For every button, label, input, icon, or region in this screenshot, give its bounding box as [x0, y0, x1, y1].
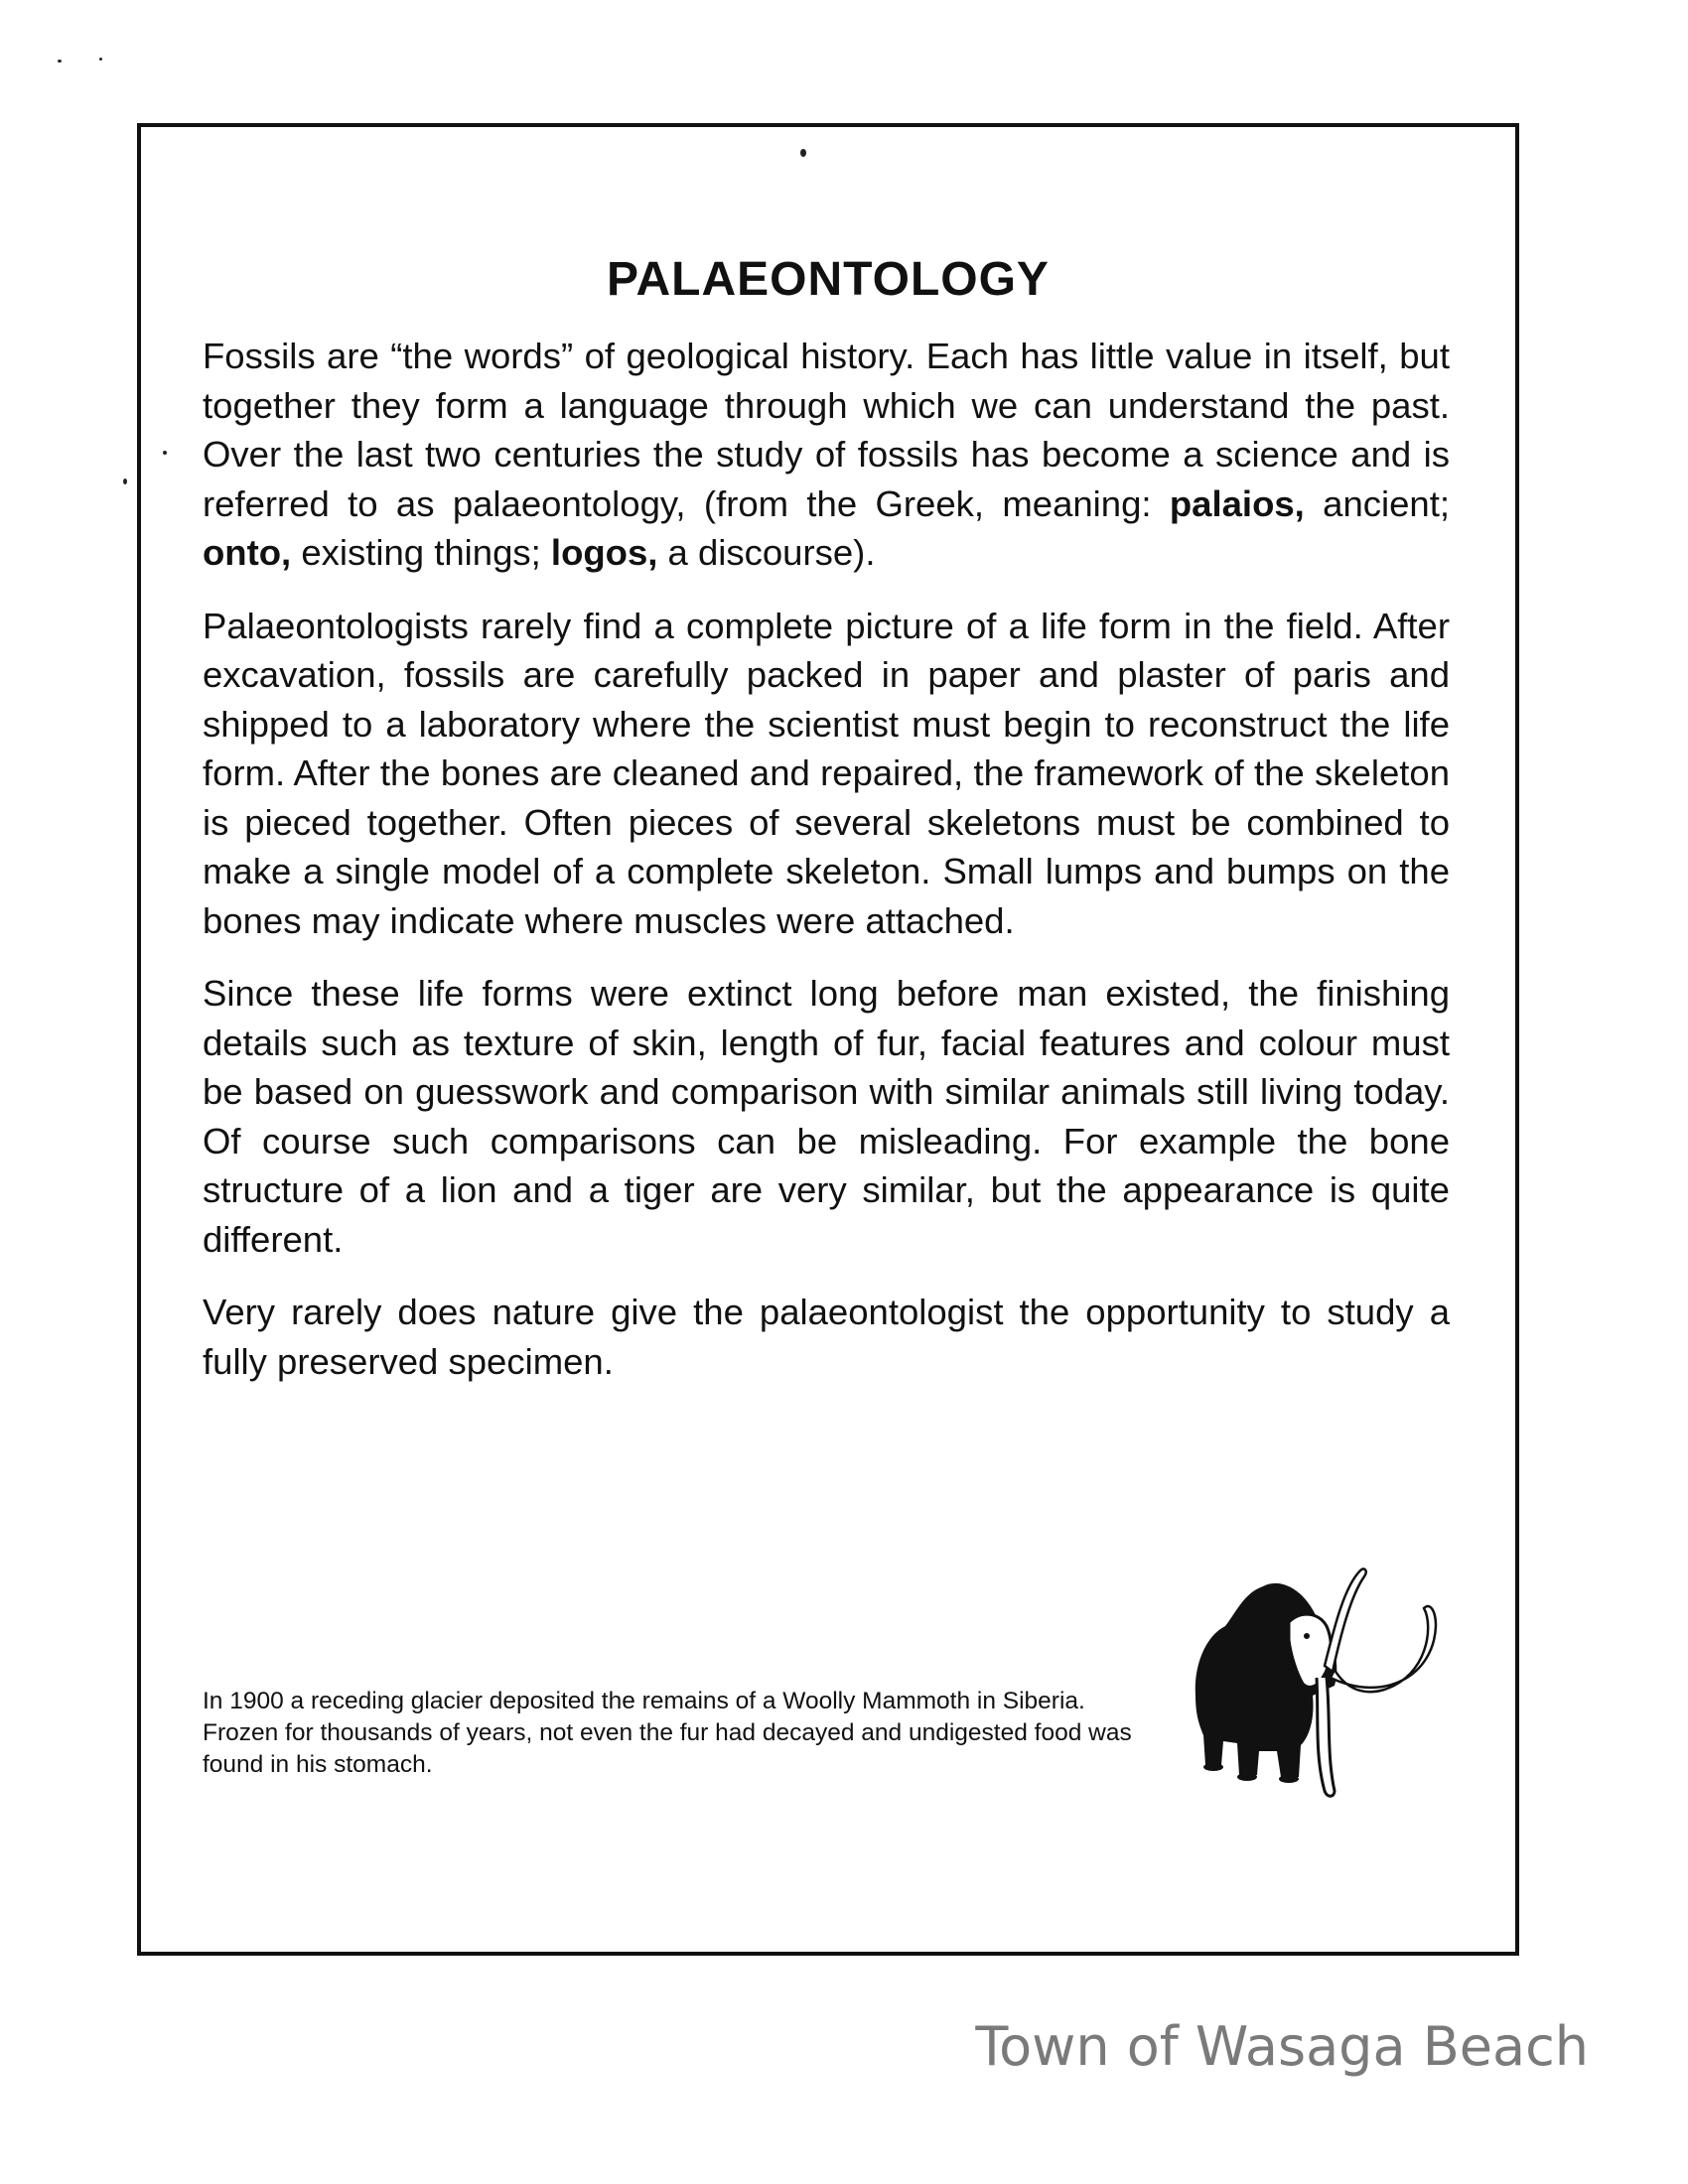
scan-speck — [99, 58, 102, 61]
paragraph-1-text-c: existing things; — [291, 532, 551, 573]
term-logos: logos, — [550, 532, 658, 573]
paragraph-2: Palaeontologists rarely find a complete picture of a life form in the field. After excavation, fossils are carefully packed in paper and plaster of paris and shipped to a laboratory where the scientist must begin to reconstruct the life form. After the bones are cleaned and repaired, the framework of the skeleton is pieced together. Often pieces of several skeletons must be combined to make a single model of a complete skeleton. Small lumps and bumps on the bones may indicate where muscles were attached. — [203, 605, 1450, 941]
woolly-mammoth-icon — [1186, 1567, 1454, 1805]
body-text — [203, 332, 1450, 1410]
paragraph-1-text-a: Fossils are “the words” of geological history. Each has little value in itself, but together they form a language through which we can understand the past. Over the last two centuries the study of fossils has become a science and is referred to as palaeontology, (from the Greek, meaning: — [203, 336, 1450, 524]
paragraph-3: Since these life forms were extinct long before man existed, the finishing details such as texture of skin, length of fur, facial features and colour must be based on guesswork and comparison with similar animals still living today. Of course such comparisons can be misleading. For example the bone structure of a lion and a tiger are very similar, but the appearance is quite different. — [203, 973, 1450, 1260]
term-onto: onto, — [203, 532, 292, 573]
paragraph-1-text-d: a discourse). — [657, 532, 876, 573]
paragraph-1-text-b: ancient; — [1304, 482, 1450, 524]
mammoth-trunk — [1317, 1678, 1335, 1796]
document-frame — [137, 123, 1519, 1956]
page-title: PALAEONTOLOGY — [607, 253, 1050, 306]
scan-speck — [123, 478, 127, 484]
source-credit: Town of Wasaga Beach — [975, 2015, 1589, 2078]
paragraph-1 — [203, 332, 1450, 578]
mammoth-tusk — [1325, 1569, 1366, 1672]
scan-speck — [58, 60, 62, 63]
paragraph-4: Very rarely does nature give the palaeontologist the opportunity to study a fully preserved specimen. — [203, 1292, 1450, 1382]
term-palaios: palaios, — [1169, 482, 1305, 524]
mammoth-caption: In 1900 a receding glacier deposited the remains of a Woolly Mammoth in Siberia. Frozen for thousands of years, not even the fur had decayed and undigested food was found in his stomach. — [203, 1688, 1132, 1778]
